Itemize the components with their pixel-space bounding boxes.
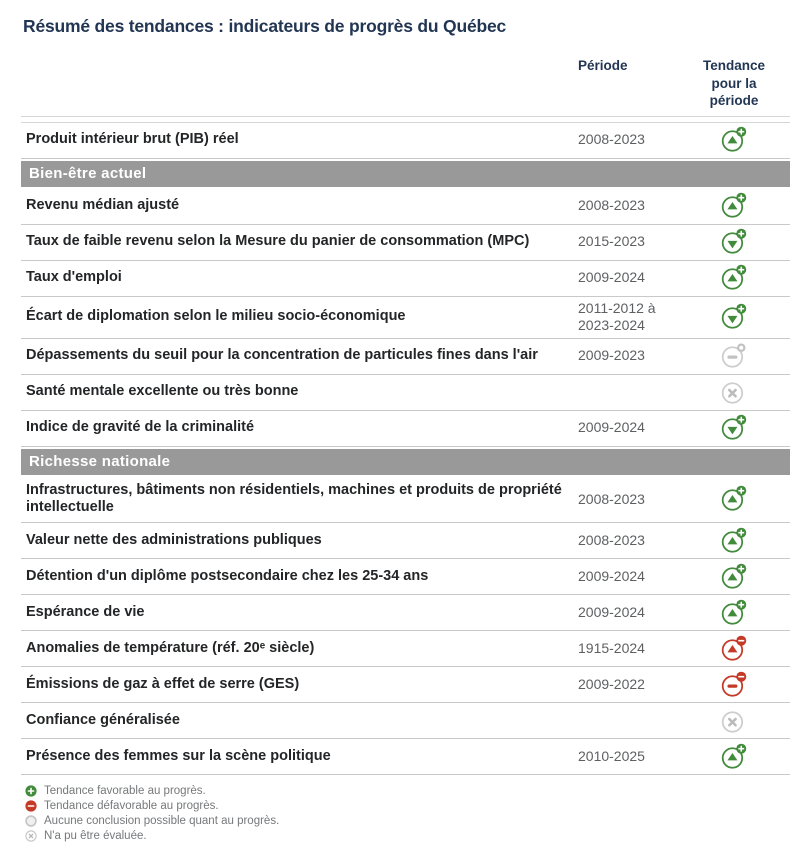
table-row <box>21 225 790 261</box>
legend-item <box>25 785 790 797</box>
defavorable-minus-icon <box>25 800 37 812</box>
table-row <box>21 189 790 225</box>
table-row <box>21 261 790 297</box>
table-row <box>21 559 790 595</box>
indicator-label: Taux de faible revenu selon la Mesure du panier de consommation (MPC) <box>26 233 530 250</box>
column-header-trend <box>678 57 790 110</box>
section-header: Richesse nationale <box>21 449 790 475</box>
legend-label: Aucune conclusion possible quant au progrès. <box>44 815 280 828</box>
trend-up-favorable-icon <box>720 192 748 220</box>
table-header <box>21 57 790 116</box>
page-title: Résumé des tendances : indicateurs de progrès du Québec <box>23 16 507 36</box>
trend-up-favorable-icon <box>720 264 748 292</box>
legend <box>25 785 790 842</box>
trend-down-favorable-icon <box>720 414 748 442</box>
table-row <box>21 523 790 559</box>
table-row <box>21 297 790 339</box>
table-row <box>21 339 790 375</box>
indicator-label: Émissions de gaz à effet de serre (GES) <box>26 675 300 692</box>
table-row <box>21 123 790 159</box>
trend-up-favorable-icon <box>720 599 748 627</box>
indicator-label: Santé mentale excellente ou très bonne <box>26 383 299 400</box>
table-row <box>21 703 790 739</box>
trend-down-favorable-icon <box>720 303 748 331</box>
indicator-period: 2009-2024 <box>578 603 645 620</box>
indicator-label: Infrastructures, bâtiments non résidentiels, machines et produits de propriété intellectuelle <box>26 481 562 516</box>
indicator-label: Revenu médian ajusté <box>26 197 180 214</box>
indicator-label: Détention d'un diplôme postsecondaire chez les 25-34 ans <box>26 567 429 584</box>
indicator-period: 2008-2023 <box>578 197 645 214</box>
indicator-label: Écart de diplomation selon le milieu socio-économique <box>26 308 406 325</box>
trend-neutral-icon <box>720 342 748 370</box>
indicator-label: Confiance généralisée <box>26 711 180 728</box>
legend-item <box>25 815 790 827</box>
indicator-period: 2008-2023 <box>578 531 645 548</box>
column-header-trend-label: Tendance pour la période <box>702 58 765 109</box>
neutral-circle-icon <box>25 815 37 827</box>
table-row <box>21 631 790 667</box>
table-row <box>21 595 790 631</box>
trend-up-favorable-icon <box>720 485 748 513</box>
indicator-period: 2008-2023 <box>578 131 645 148</box>
indicator-label: Présence des femmes sur la scène politique <box>26 747 331 764</box>
legend-label: Tendance favorable au progrès. <box>44 785 206 798</box>
indicator-label: Taux d'emploi <box>26 269 122 286</box>
indicator-label: Valeur nette des administrations publiques <box>26 531 322 548</box>
indicator-period: 2009-2022 <box>578 675 645 692</box>
indicator-period: 2011-2012 à 2023-2024 <box>578 299 656 334</box>
clipped-row-edge <box>21 116 790 123</box>
indicator-period: 2015-2023 <box>578 233 645 250</box>
legend-item <box>25 830 790 842</box>
table-row <box>21 411 790 447</box>
trend-up-favorable-icon <box>720 527 748 555</box>
indicator-period: 2010-2025 <box>578 747 645 764</box>
indicator-period: 2009-2023 <box>578 347 645 364</box>
indicator-label: Dépassements du seuil pour la concentration de particules fines dans l'air <box>26 347 538 364</box>
table-row <box>21 477 790 523</box>
indicator-period: 2009-2024 <box>578 269 645 286</box>
indicator-table <box>21 123 790 775</box>
favorable-plus-icon <box>25 785 37 797</box>
trend-unfavorable-icon <box>720 671 748 699</box>
legend-label: N'a pu être évaluée. <box>44 830 147 843</box>
column-header-period: Période <box>578 58 628 73</box>
trend-not-evaluated-icon <box>720 707 748 735</box>
section-header: Bien-être actuel <box>21 161 790 187</box>
indicator-label: Indice de gravité de la criminalité <box>26 419 255 436</box>
indicator-label: Espérance de vie <box>26 603 145 620</box>
table-row <box>21 375 790 411</box>
indicator-period: 2009-2024 <box>578 419 645 436</box>
legend-label: Tendance défavorable au progrès. <box>44 800 219 813</box>
indicator-period: 2008-2023 <box>578 490 645 507</box>
trend-up-unfavorable-icon <box>720 635 748 663</box>
indicator-label: Anomalies de température (réf. 20ᵉ siècle) <box>26 639 315 656</box>
table-row <box>21 667 790 703</box>
trend-up-favorable-icon <box>720 743 748 771</box>
table-row <box>21 739 790 775</box>
indicator-period: 2009-2024 <box>578 567 645 584</box>
trend-not-evaluated-icon <box>720 378 748 406</box>
indicator-period: 1915-2024 <box>578 639 645 656</box>
trend-up-favorable-icon <box>720 563 748 591</box>
legend-item <box>25 800 790 812</box>
indicator-label: Produit intérieur brut (PIB) réel <box>26 131 239 148</box>
na-x-icon <box>25 830 37 842</box>
trend-down-favorable-icon <box>720 228 748 256</box>
trend-up-favorable-icon <box>720 126 748 154</box>
